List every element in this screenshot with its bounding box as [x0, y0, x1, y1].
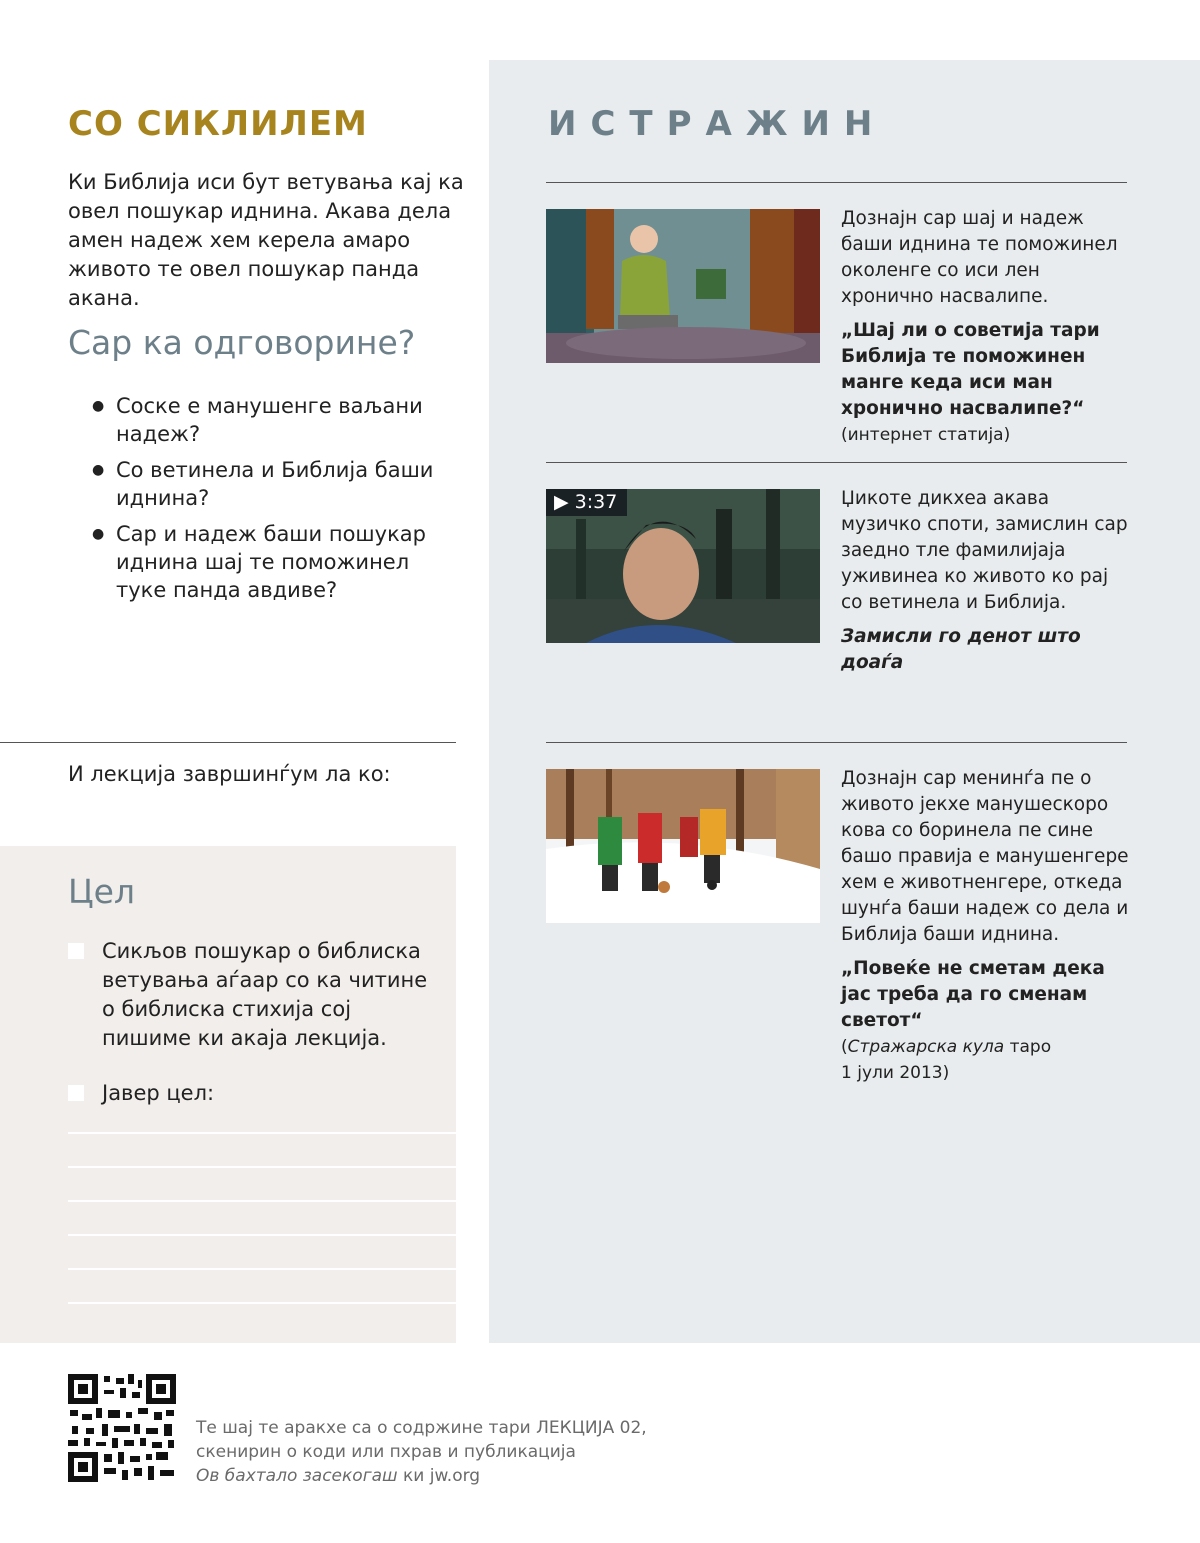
- footer-line-1: Те шај те аракхе са о содржине тари ЛЕКЦИЈА 02,: [196, 1418, 647, 1438]
- questions-title: Сар ка одговорине?: [68, 323, 416, 362]
- cite-date: 1 јули 2013): [841, 1063, 950, 1083]
- explore-item-description: Џикоте дикхеа акава музичко споти, замислин сар заедно тле фамилијаја уживинеа ко живото ко рај со ветинела и Библија.: [841, 488, 1128, 613]
- qr-code-icon[interactable]: [68, 1374, 176, 1482]
- play-icon: ▶: [554, 491, 569, 513]
- video-duration-badge: [546, 489, 627, 516]
- summary-text: Ки Библија иси бут ветувања кај ка овел пошукар иднина. Акава дела амен надеж хем керела амаро живото те овел пошукар панда акана.: [68, 170, 464, 310]
- resource-title[interactable]: „Шај ли о советија тари Библија те поможинен манге кеда иси ман хронично насвалипе?“: [841, 320, 1100, 419]
- article-thumbnail[interactable]: [546, 769, 820, 923]
- explore-divider: [546, 182, 1127, 183]
- footer-text: [196, 1416, 647, 1488]
- explore-item-text: [841, 766, 1131, 1086]
- explore-item-text: [841, 486, 1131, 676]
- explore-item-text: [841, 206, 1131, 448]
- resource-title[interactable]: „Повеќе не сметам дека јас треба да го сменам светот“: [841, 958, 1105, 1031]
- writing-line[interactable]: [68, 1268, 456, 1270]
- writing-line[interactable]: [68, 1132, 456, 1134]
- goal-title: Цел: [68, 872, 136, 911]
- resource-title[interactable]: Замисли го денот што доаѓа: [841, 626, 1081, 673]
- goal-item[interactable]: [68, 937, 438, 1053]
- goal-item-text: Јавер цел:: [102, 1081, 215, 1105]
- writing-line[interactable]: [68, 1302, 456, 1304]
- goal-item[interactable]: [68, 1079, 438, 1108]
- cite-rest: таро: [1004, 1037, 1052, 1057]
- explore-title: ИСТРАЖИН: [548, 104, 887, 144]
- explore-item-description: Дознајн сар менинѓа пе о живото јекхе манушескоро кова со боринела пе сине башо правија е манушенгере хем е животненгере, откеда шунѓа баши надеж со дела и Библија баши иднина.: [841, 768, 1129, 945]
- question-item: ● Соске е манушенге ваљани надеж?: [92, 392, 452, 448]
- section-divider: [0, 742, 456, 743]
- summary-title: СО СИКЛИЛЕМ: [68, 104, 368, 144]
- explore-item-link[interactable]: [841, 318, 1131, 448]
- cite-publication: Стражарска кула: [847, 1037, 1005, 1057]
- article-thumbnail[interactable]: [546, 209, 820, 363]
- footer-line-3: [196, 1464, 647, 1488]
- footer-line-2: скенирин о коди или пхрав и публикација: [196, 1442, 576, 1462]
- explore-divider: [546, 462, 1127, 463]
- writing-line[interactable]: [68, 1166, 456, 1168]
- video-duration: 3:37: [574, 491, 618, 513]
- explore-divider: [546, 742, 1127, 743]
- resource-citation: [841, 1034, 1131, 1086]
- video-thumbnail[interactable]: [546, 489, 820, 643]
- goal-item-text: Сикљов пошукар о библиска ветувања аѓаар со ка читине о библиска стихија сој пишиме ки акаја лекција.: [102, 939, 428, 1050]
- question-item: ● Сар и надеж баши пошукар иднина шај те поможинел туке панда авдиве?: [92, 520, 452, 604]
- footer-italic-title: Ов бахтало засекогаш: [196, 1466, 398, 1486]
- questions-list: [92, 392, 452, 612]
- goal-checkbox[interactable]: [68, 943, 84, 959]
- footer-link[interactable]: ки jw.org: [397, 1466, 481, 1486]
- lesson-finished-label: И лекција завршинѓум ла ко:: [68, 762, 391, 786]
- resource-type: (интернет статија): [841, 425, 1011, 445]
- writing-line[interactable]: [68, 1200, 456, 1202]
- goal-checkbox[interactable]: [68, 1085, 84, 1101]
- writing-line[interactable]: [68, 1234, 456, 1236]
- cite-open: (: [841, 1037, 848, 1057]
- explore-item-description: Дознајн сар шај и надеж баши иднина те поможинел околенге со иси лен хронично насвалипе.: [841, 208, 1118, 307]
- question-item: ● Со ветинела и Библија баши иднина?: [92, 456, 452, 512]
